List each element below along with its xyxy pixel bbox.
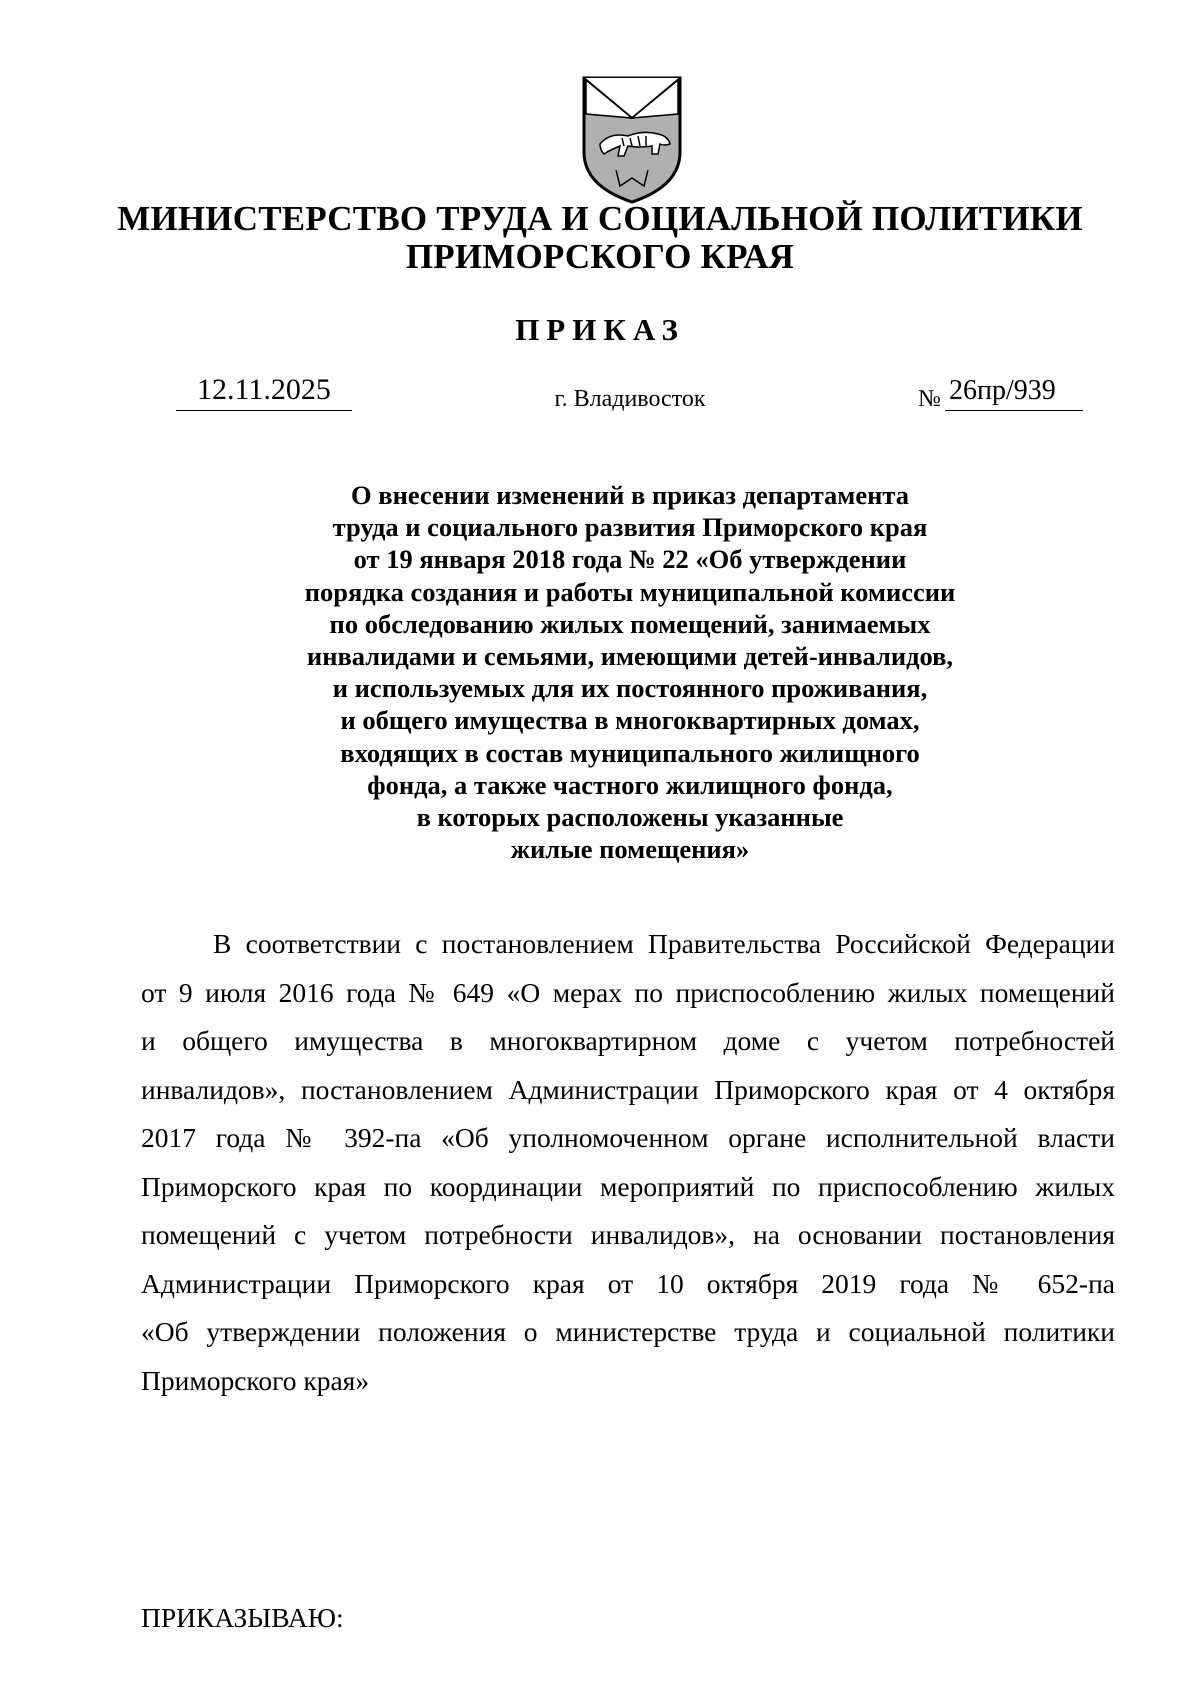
body-line: Администрации Приморского края от 10 октября 2019 года № 652-па bbox=[141, 1267, 1115, 1299]
subject-line: и используемых для их постоянного проживания, bbox=[332, 673, 928, 704]
ministry-line-1: МИНИСТЕРСТВО ТРУДА И СОЦИАЛЬНОЙ ПОЛИТИКИ bbox=[117, 199, 1083, 238]
order-city: г. Владивосток bbox=[554, 386, 706, 412]
body-line: помещений с учетом потребности инвалидов», на основании постановления bbox=[141, 1219, 1115, 1250]
subject-line: О внесении изменений в приказ департамента bbox=[351, 480, 909, 510]
order-date: 12.11.2025 bbox=[176, 372, 352, 411]
decree-heading: ПРИКАЗЫВАЮ: bbox=[141, 1602, 344, 1633]
subject-line: входящих в состав муниципального жилищного bbox=[340, 737, 920, 768]
preamble-paragraph bbox=[141, 920, 1115, 1405]
ministry-name bbox=[0, 200, 1200, 276]
subject-line: и общего имущества в многоквартирных домах, bbox=[340, 705, 920, 736]
order-number: 26пр/939 bbox=[945, 374, 1083, 411]
subject-line: порядка создания и работы муниципальной комиссии bbox=[304, 576, 956, 607]
subject-line: от 19 января 2018 года № 22 «Об утверждении bbox=[353, 544, 907, 575]
subject-line: жилые помещения» bbox=[510, 834, 750, 865]
subject-line: инвалидами и семьями, имеющими детей-инвалидов, bbox=[306, 641, 954, 672]
document-type: ПРИКАЗ bbox=[515, 312, 685, 347]
coat-of-arms-tiger-icon bbox=[580, 74, 684, 206]
subject-line: в которых расположены указанные bbox=[416, 802, 844, 833]
body-line: и общего имущества в многоквартирном доме с учетом потребностей bbox=[141, 1025, 1115, 1056]
body-line: от 9 июля 2016 года № 649 «О мерах по приспособлению жилых помещений bbox=[141, 976, 1115, 1008]
body-line: Приморского края по координации мероприятий по приспособлению жилых bbox=[141, 1170, 1115, 1202]
body-line: «Об утверждении положения о министерстве труда и социальной политики bbox=[141, 1316, 1115, 1347]
subject-line: труда и социального развития Приморского края bbox=[332, 512, 928, 543]
body-line: Приморского края» bbox=[141, 1364, 370, 1396]
ministry-line-2: ПРИМОРСКОГО КРАЯ bbox=[405, 237, 795, 276]
subject-line: по обследованию жилых помещений, занимаемых bbox=[329, 608, 931, 639]
subject-line: фонда, а также частного жилищного фонда, bbox=[367, 769, 893, 800]
order-number-label: № bbox=[918, 386, 941, 412]
body-line: инвалидов», постановлением Администрации Приморского края от 4 октября bbox=[141, 1073, 1115, 1105]
order-subject bbox=[0, 479, 1200, 865]
body-line: 2017 года № 392-па «Об уполномоченном органе исполнительной власти bbox=[141, 1122, 1115, 1153]
body-line: В соответствии с постановлением Правительства Российской Федерации bbox=[213, 928, 1115, 959]
